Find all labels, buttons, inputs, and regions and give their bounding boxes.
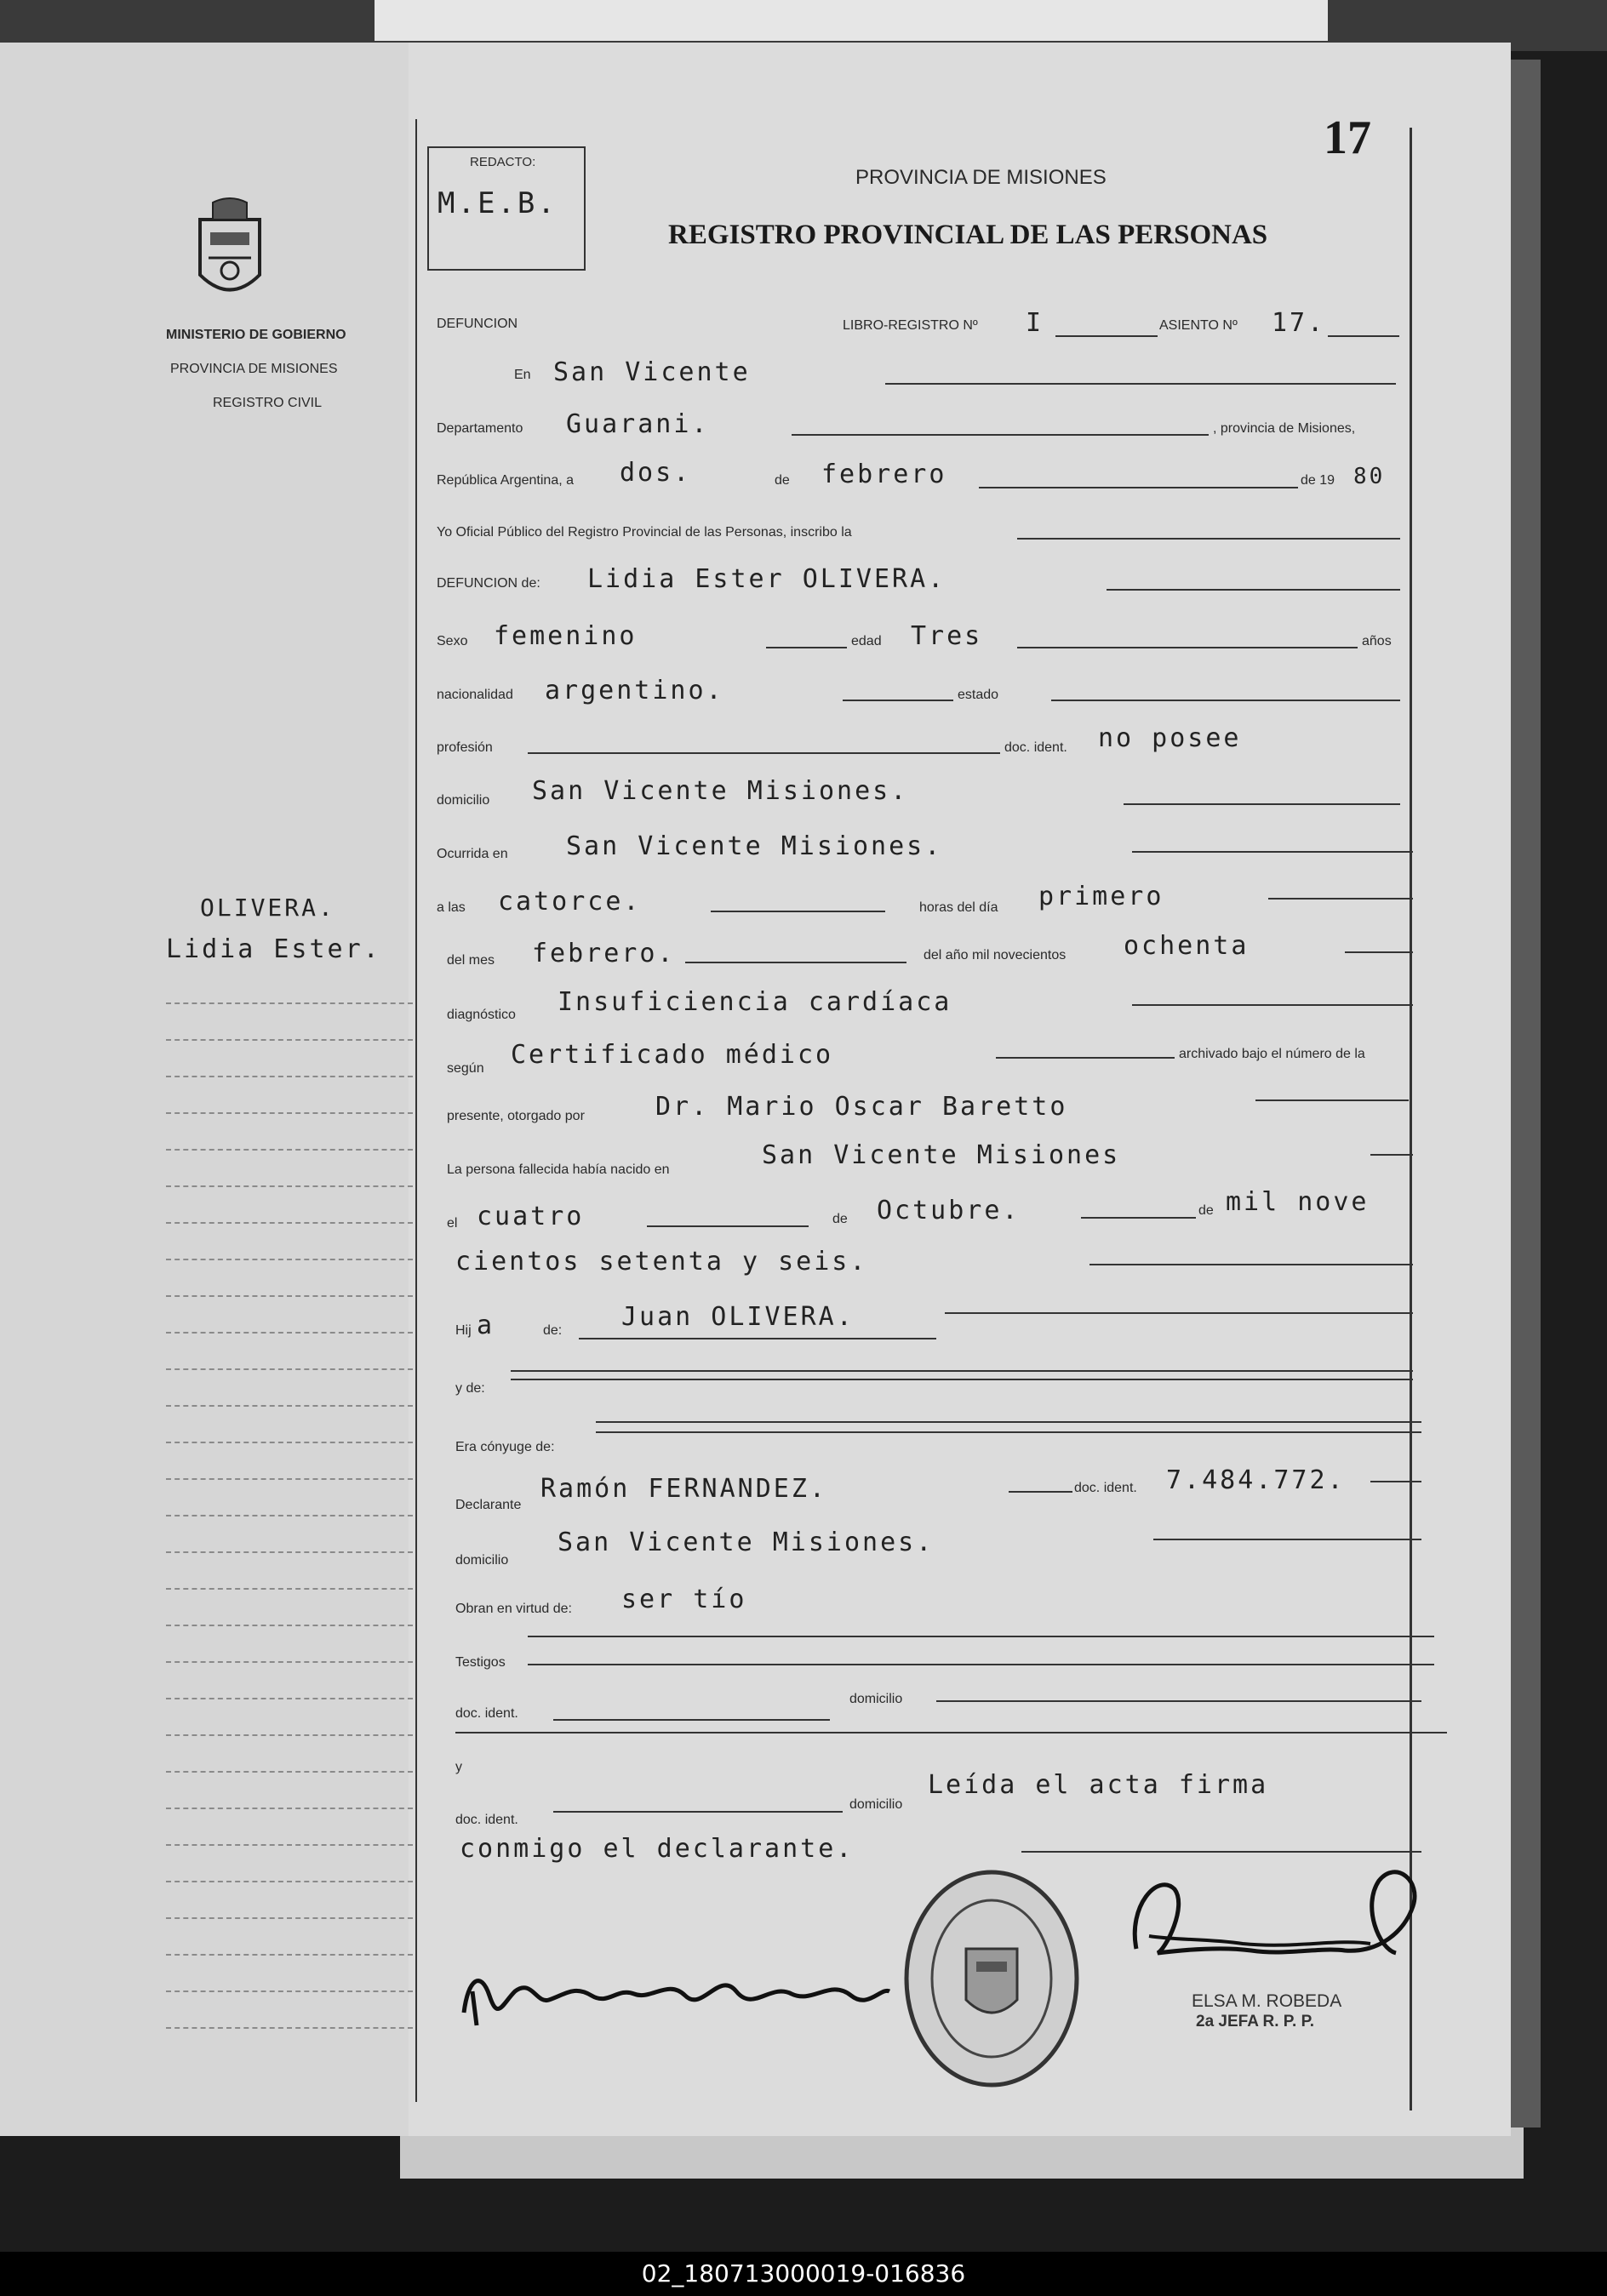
nacido-label: La persona fallecida había nacido en bbox=[447, 1162, 670, 1177]
el-value: cuatro bbox=[477, 1202, 585, 1231]
de3-label: de bbox=[1198, 1203, 1214, 1218]
doc-ident-label: doc. ident. bbox=[1004, 740, 1067, 755]
margin-ruled-line bbox=[166, 1405, 413, 1407]
oficial-line bbox=[1017, 538, 1400, 540]
profesion-line bbox=[528, 752, 1000, 754]
declarante-line bbox=[1009, 1491, 1072, 1493]
obran-label: Obran en virtud de: bbox=[455, 1602, 572, 1616]
deceased-name: Lidia Ester OLIVERA. bbox=[587, 564, 946, 594]
en-line bbox=[885, 383, 1396, 385]
margin-ruled-line bbox=[166, 1551, 413, 1553]
horas-label: horas del día bbox=[919, 900, 998, 915]
depto-label: Departamento bbox=[437, 421, 523, 436]
left-margin-panel bbox=[0, 43, 409, 2136]
declarante-dom-value: San Vicente Misiones. bbox=[558, 1528, 935, 1557]
conyuge-line-a bbox=[596, 1421, 1421, 1423]
margin-ruled-line bbox=[166, 1515, 413, 1516]
page-number: 17 bbox=[1324, 111, 1371, 164]
margin-ruled-line bbox=[166, 1954, 413, 1956]
margin-surname: OLIVERA. bbox=[200, 894, 335, 922]
a-las-line bbox=[711, 911, 885, 912]
del-ano-line bbox=[1345, 951, 1413, 953]
provincia-label: , provincia de Misiones, bbox=[1213, 421, 1356, 436]
el-label: el bbox=[447, 1216, 458, 1231]
horas-value: primero bbox=[1038, 882, 1164, 911]
de2-line bbox=[1081, 1217, 1196, 1219]
a-las-value: catorce. bbox=[498, 887, 642, 917]
conyuge-line-b bbox=[596, 1431, 1421, 1433]
hija-de-underline bbox=[579, 1338, 936, 1339]
diagnostico-line bbox=[1132, 1004, 1413, 1006]
anos-label: años bbox=[1362, 634, 1392, 648]
presente-label: presente, otorgado por bbox=[447, 1109, 585, 1123]
segun-label: según bbox=[447, 1061, 484, 1076]
nacionalidad-value: argentino. bbox=[545, 676, 724, 705]
estado-label: estado bbox=[958, 688, 999, 702]
declarante-doc-line bbox=[1370, 1481, 1421, 1482]
father-name: Juan OLIVERA. bbox=[621, 1302, 855, 1332]
oficial-text: Yo Oficial Público del Registro Provincial de las Personas, inscribo la bbox=[437, 525, 852, 540]
margin-ruled-line bbox=[166, 1661, 413, 1663]
closing-line bbox=[1021, 1851, 1421, 1853]
archivado-label: archivado bajo el número de la bbox=[1179, 1047, 1365, 1061]
a-las-label: a las bbox=[437, 900, 466, 915]
t1-doc-label: doc. ident. bbox=[455, 1706, 518, 1721]
margin-ruled-line bbox=[166, 1442, 413, 1443]
y-de-line-b bbox=[511, 1379, 1413, 1380]
redacto-box bbox=[427, 146, 586, 271]
testigos-line-a bbox=[528, 1636, 1434, 1637]
registry-seal-icon bbox=[898, 1864, 1085, 2098]
el-line bbox=[647, 1225, 809, 1227]
asiento-line bbox=[1328, 335, 1399, 337]
footer-identifier: 02_180713000019-016836 bbox=[0, 2252, 1607, 2296]
diagnostico-label: diagnóstico bbox=[447, 1008, 516, 1022]
y-de-line-a bbox=[511, 1370, 1413, 1372]
registry-title: REGISTRO PROVINCIAL DE LAS PERSONAS bbox=[668, 220, 1268, 250]
libro-value: I bbox=[1026, 308, 1044, 338]
de2-label: de bbox=[832, 1212, 848, 1226]
margin-ruled-line bbox=[166, 1808, 413, 1809]
form-type: DEFUNCION bbox=[437, 317, 518, 331]
conyuge-label: Era cónyuge de: bbox=[455, 1440, 555, 1454]
margin-ruled-line bbox=[166, 1222, 413, 1224]
edad-label: edad bbox=[851, 634, 882, 648]
redacto-label: REDACTO: bbox=[470, 155, 536, 169]
de2-value: Octubre. bbox=[877, 1196, 1021, 1225]
doc-ident-value: no posee bbox=[1098, 723, 1242, 753]
declarante-dom-line bbox=[1153, 1539, 1421, 1540]
en-value: San Vicente bbox=[553, 357, 751, 387]
province-line: PROVINCIA DE MISIONES bbox=[170, 362, 338, 376]
hija-de-label: de: bbox=[543, 1323, 563, 1338]
del-ano-value: ochenta bbox=[1124, 931, 1250, 961]
y-de-label: y de: bbox=[455, 1381, 485, 1396]
del-mes-label: del mes bbox=[447, 953, 495, 968]
nacido-value: San Vicente Misiones bbox=[762, 1140, 1121, 1170]
hija-label: Hij bbox=[455, 1323, 472, 1338]
domicilio-value: San Vicente Misiones. bbox=[532, 776, 909, 806]
margin-ruled-line bbox=[166, 1259, 413, 1260]
sexo-line bbox=[766, 647, 847, 648]
diagnostico-value: Insuficiencia cardíaca bbox=[558, 987, 952, 1017]
hija-suffix: a bbox=[477, 1311, 495, 1340]
closing-text: conmigo el declarante. bbox=[460, 1834, 855, 1864]
t1-doc-line bbox=[553, 1719, 830, 1721]
margin-ruled-line bbox=[166, 1881, 413, 1882]
margin-ruled-line bbox=[166, 1625, 413, 1626]
asiento-label: ASIENTO Nº bbox=[1159, 318, 1238, 333]
libro-line bbox=[1055, 335, 1158, 337]
defuncion-line bbox=[1107, 589, 1400, 591]
t2-dom-label: domicilio bbox=[849, 1797, 903, 1812]
del-mes-value: febrero. bbox=[532, 939, 676, 968]
margin-ruled-line bbox=[166, 1149, 413, 1151]
domicilio-label: domicilio bbox=[437, 793, 490, 808]
domicilio-line bbox=[1124, 803, 1400, 805]
coat-of-arms-icon bbox=[183, 194, 277, 309]
next-page-edge bbox=[375, 0, 1328, 41]
margin-ruled-line bbox=[166, 1185, 413, 1187]
margin-ruled-line bbox=[166, 1332, 413, 1334]
t1-dom-label: domicilio bbox=[849, 1692, 903, 1706]
margin-ruled-line bbox=[166, 1990, 413, 1992]
registry-civil-line: REGISTRO CIVIL bbox=[213, 396, 323, 410]
margin-ruled-line bbox=[166, 1295, 413, 1297]
month-value: febrero bbox=[821, 460, 947, 489]
del-ano-label: del año mil novecientos bbox=[924, 948, 1067, 962]
margin-ruled-line bbox=[166, 1698, 413, 1699]
margin-rule bbox=[415, 119, 417, 2102]
declarante-doc-label: doc. ident. bbox=[1074, 1481, 1137, 1495]
margin-ruled-line bbox=[166, 1478, 413, 1480]
t2-doc-line bbox=[553, 1811, 843, 1813]
stamp-name: ELSA M. ROBEDA bbox=[1192, 1991, 1342, 2011]
ocurrida-value: San Vicente Misiones. bbox=[566, 831, 943, 861]
depto-line bbox=[792, 434, 1209, 436]
margin-ruled-line bbox=[166, 2027, 413, 2029]
obran-value: ser tío bbox=[621, 1585, 747, 1614]
nacionalidad-underline bbox=[843, 700, 953, 701]
defuncion-de-label: DEFUNCION de: bbox=[437, 576, 540, 591]
hija-de-line bbox=[945, 1312, 1413, 1314]
depto-value: Guarani. bbox=[566, 409, 710, 439]
republica-label: República Argentina, a bbox=[437, 473, 574, 488]
asiento-value: 17. bbox=[1272, 308, 1326, 338]
t2-doc-label: doc. ident. bbox=[455, 1813, 518, 1827]
year-value: 80 bbox=[1353, 464, 1386, 489]
testigos-label: Testigos bbox=[455, 1655, 506, 1670]
en-label: En bbox=[514, 368, 531, 382]
declarante-label: Declarante bbox=[455, 1498, 522, 1512]
ministry-line: MINISTERIO DE GOBIERNO bbox=[166, 328, 346, 342]
declarant-signature bbox=[455, 1945, 898, 2042]
segun-line bbox=[996, 1057, 1175, 1059]
margin-ruled-line bbox=[166, 1734, 413, 1736]
margin-ruled-line bbox=[166, 1076, 413, 1077]
estado-line bbox=[1051, 700, 1400, 701]
presente-line bbox=[1255, 1099, 1409, 1101]
edad-value: Tres bbox=[911, 621, 983, 651]
right-rule bbox=[1410, 128, 1412, 2110]
province-title: PROVINCIA DE MISIONES bbox=[855, 166, 1107, 189]
margin-ruled-line bbox=[166, 1039, 413, 1041]
margin-ruled-line bbox=[166, 1588, 413, 1590]
margin-ruled-line bbox=[166, 1368, 413, 1370]
margin-ruled-line bbox=[166, 1112, 413, 1114]
sexo-value: femenino bbox=[494, 621, 638, 651]
margin-given-name: Lidia Ester. bbox=[166, 934, 381, 964]
de3-value: mil nove bbox=[1226, 1187, 1370, 1217]
profesion-label: profesión bbox=[437, 740, 493, 755]
margin-ruled-line bbox=[166, 1771, 413, 1773]
sexo-label: Sexo bbox=[437, 634, 468, 648]
month-line bbox=[979, 487, 1298, 488]
declarante-dom-label: domicilio bbox=[455, 1553, 509, 1568]
y-label: y bbox=[455, 1760, 462, 1774]
margin-ruled-line bbox=[166, 1917, 413, 1919]
year-label: de 19 bbox=[1301, 473, 1335, 488]
declarante-value: Ramón FERNANDEZ. bbox=[540, 1474, 827, 1504]
ocurrida-label: Ocurrida en bbox=[437, 847, 508, 861]
t2-dom-value: Leída el acta firma bbox=[928, 1770, 1269, 1800]
ocurrida-line bbox=[1132, 851, 1413, 853]
nacido-line bbox=[1370, 1154, 1413, 1156]
margin-ruled-line bbox=[166, 1844, 413, 1846]
segun-value: Certificado médico bbox=[511, 1040, 834, 1070]
presente-value: Dr. Mario Oscar Baretto bbox=[655, 1092, 1068, 1122]
t1-dom-line bbox=[936, 1700, 1421, 1702]
nacionalidad-label: nacionalidad bbox=[437, 688, 513, 702]
continuation-line bbox=[1089, 1264, 1413, 1265]
declarante-doc-value: 7.484.772. bbox=[1166, 1465, 1346, 1495]
del-mes-line bbox=[685, 962, 906, 963]
t1-separator bbox=[455, 1732, 1447, 1733]
margin-ruled-line bbox=[166, 1002, 413, 1004]
edad-line bbox=[1017, 647, 1358, 648]
redacto-value: M.E.B. bbox=[437, 186, 558, 220]
birth-year-continuation: cientos setenta y seis. bbox=[455, 1247, 868, 1277]
day-value: dos. bbox=[620, 458, 692, 488]
libro-label: LIBRO-REGISTRO Nº bbox=[843, 318, 978, 333]
de-label: de bbox=[775, 473, 790, 488]
testigos-line-b bbox=[528, 1664, 1434, 1665]
stamp-title: 2a JEFA R. P. P. bbox=[1196, 2013, 1315, 2030]
official-signature bbox=[1124, 1855, 1430, 1996]
horas-line bbox=[1268, 898, 1413, 900]
